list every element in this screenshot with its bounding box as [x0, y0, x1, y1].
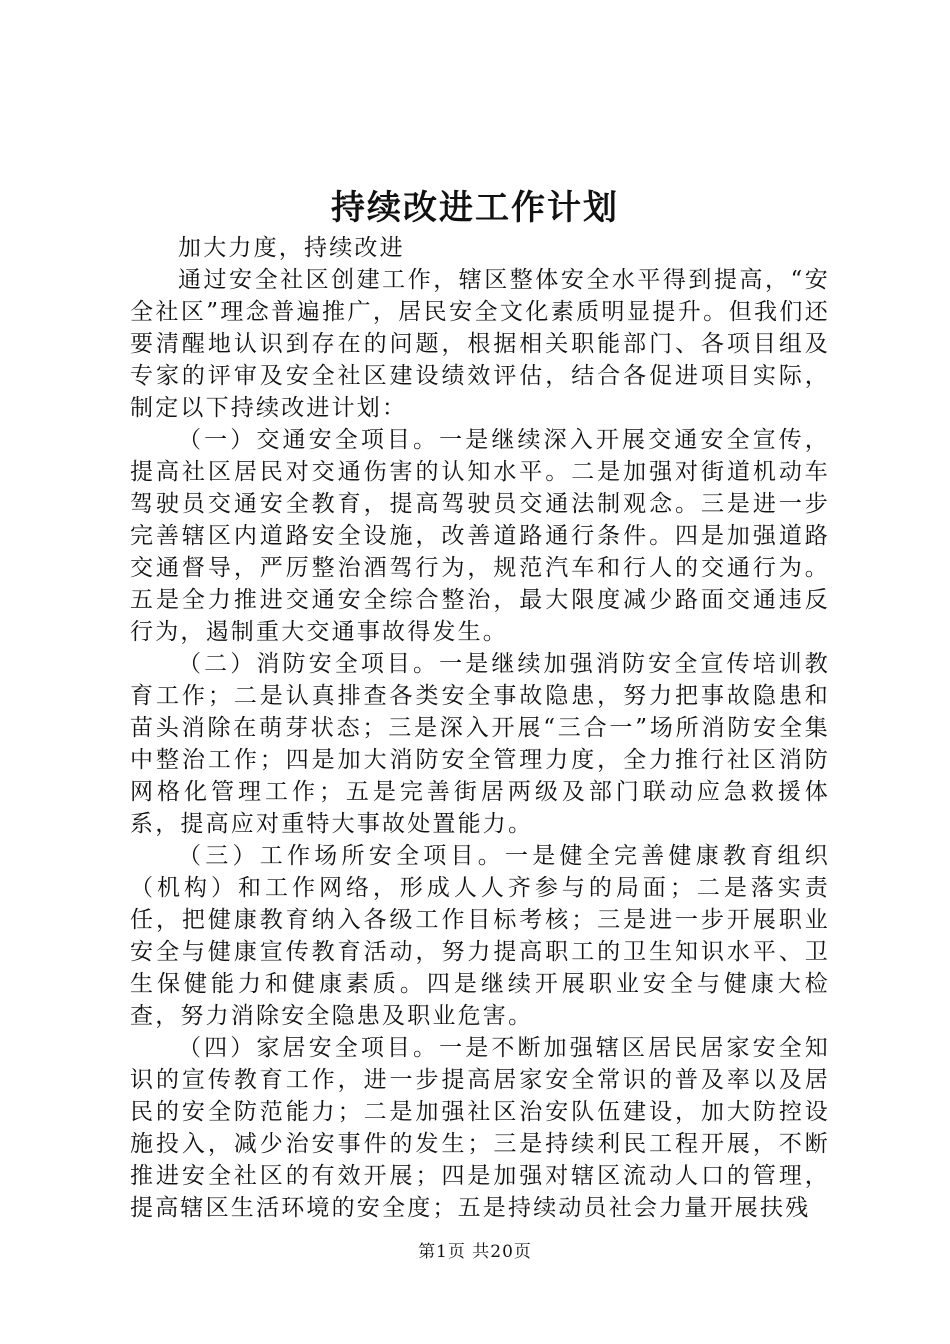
intro-paragraph: 通过安全社区创建工作，辖区整体安全水平得到提高，“安全社区”理念普遍推广，居民安全文化素质明显提升。但我们还要清醒地认识到存在的问题，根据相关职能部门、各项目组及专家的评审及安全社区建设绩效评估，结合各促进项目实际，制定以下持续改进计划： [130, 267, 830, 421]
document-title: 持续改进工作计划 [331, 188, 619, 228]
document-body [130, 232, 830, 1224]
page-number-footer: 第1页 共20页 [418, 1242, 532, 1262]
workplace-safety-paragraph: （三）工作场所安全项目。一是健全完善健康教育组织（机构）和工作网络，形成人人齐参与的局面；二是落实责任，把健康教育纳入各级工作目标考核；三是进一步开展职业安全与健康宣传教育活动，努力提高职工的卫生知识水平、卫生保健能力和健康素质。四是继续开展职业安全与健康大检查，努力消除安全隐患及职业危害。 [130, 843, 830, 1029]
home-safety-paragraph: （四）家居安全项目。一是不断加强辖区居民居家安全知识的宣传教育工作，进一步提高居家安全常识的普及率以及居民的安全防范能力；二是加强社区治安队伍建设，加大防控设施投入，减少治安事件的发生；三是持续利民工程开展，不断推进安全社区的有效开展；四是加强对辖区流动人口的管理，提高辖区生活环境的安全度；五是持续动员社会力量开展扶残 [130, 1035, 830, 1221]
fire-safety-paragraph: （二）消防安全项目。一是继续加强消防安全宣传培训教育工作；二是认真排查各类安全事故隐患，努力把事故隐患和苗头消除在萌芽状态；三是深入开展“三合一”场所消防安全集中整治工作；四是加大消防安全管理力度，全力推行社区消防网格化管理工作；五是完善街居两级及部门联动应急救援体系，提高应对重特大事故处置能力。 [130, 651, 830, 837]
traffic-safety-paragraph: （一）交通安全项目。一是继续深入开展交通安全宣传，提高社区居民对交通伤害的认知水平。二是加强对街道机动车驾驶员交通安全教育，提高驾驶员交通法制观念。三是进一步完善辖区内道路安全设施，改善道路通行条件。四是加强道路交通督导，严厉整治酒驾行为，规范汽车和行人的交通行为。五是全力推进交通安全综合整治，最大限度减少路面交通违反行为，遏制重大交通事故得发生。 [130, 427, 830, 645]
section-subheading: 加大力度，持续改进 [178, 235, 405, 261]
